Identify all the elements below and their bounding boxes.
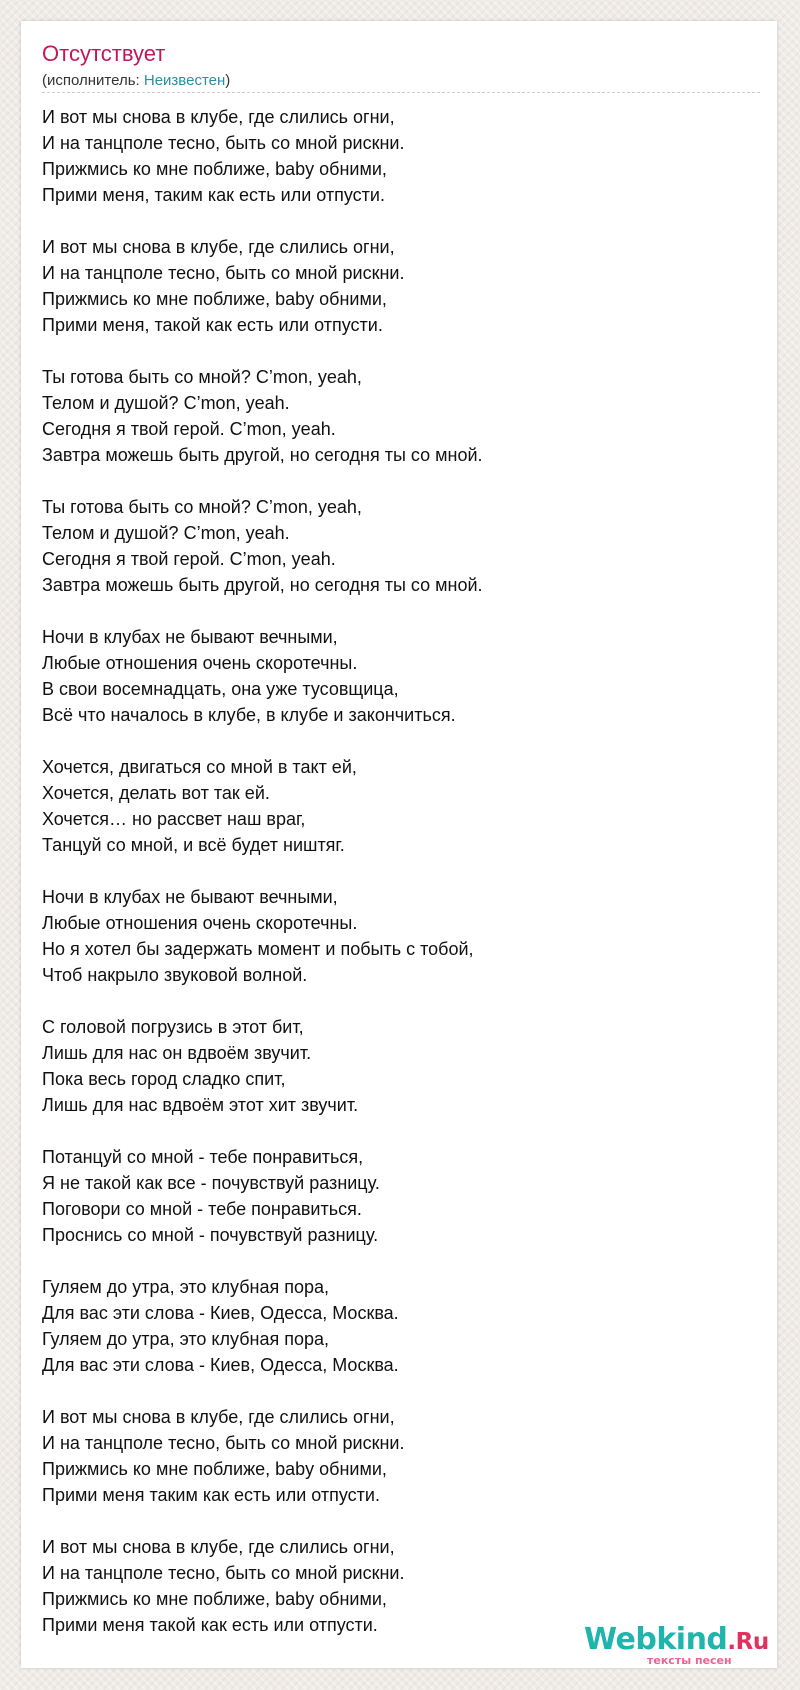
- lyrics-line: Гуляем до утра, это клубная пора,: [42, 1329, 329, 1349]
- lyrics-line: Прими меня такой как есть или отпусти.: [42, 1615, 378, 1635]
- lyrics-stanza: [42, 104, 762, 208]
- lyrics-stanza: [42, 234, 762, 338]
- lyrics-line: Прими меня, такой как есть или отпусти.: [42, 315, 383, 335]
- lyrics-line: Чтоб накрыло звуковой волной.: [42, 965, 308, 985]
- lyrics-line: Потанцуй со мной - тебе понравиться,: [42, 1147, 364, 1167]
- lyrics-line: Ты готова быть со мной? C’mon, yeah,: [42, 497, 362, 517]
- lyrics-line: Танцуй со мной, и всё будет ништяг.: [42, 835, 345, 855]
- lyrics-line: Ты готова быть со мной? C’mon, yeah,: [42, 367, 362, 387]
- lyrics-line: Хочется… но рассвет наш враг,: [42, 809, 306, 829]
- lyrics-line: И вот мы снова в клубе, где слились огни,: [42, 237, 395, 257]
- lyrics-line: Прими меня, таким как есть или отпусти.: [42, 185, 385, 205]
- lyrics-line: И на танцполе тесно, быть со мной рискни.: [42, 1433, 405, 1453]
- lyrics-line: Всё что началось в клубе, в клубе и закончиться.: [42, 705, 456, 725]
- lyrics-line: Поговори со мной - тебе понравиться.: [42, 1199, 362, 1219]
- artist-prefix: (исполнитель:: [42, 72, 144, 89]
- lyrics-line: Любые отношения очень скоротечны.: [42, 653, 358, 673]
- lyrics-stanza: [42, 494, 762, 598]
- artist-suffix: ): [225, 72, 231, 89]
- lyrics-line: Для вас эти слова - Киев, Одесса, Москва.: [42, 1355, 399, 1375]
- lyrics-stanza: [42, 1404, 762, 1508]
- lyrics-text: [42, 104, 762, 1664]
- lyrics-line: Я не такой как все - почувствуй разницу.: [42, 1173, 380, 1193]
- title-divider: [42, 92, 760, 93]
- logo-name: Webkind: [584, 1622, 728, 1657]
- lyrics-line: Для вас эти слова - Киев, Одесса, Москва.: [42, 1303, 399, 1323]
- lyrics-line: Хочется, делать вот так ей.: [42, 783, 270, 803]
- lyrics-stanza: [42, 1274, 762, 1378]
- lyrics-line: Телом и душой? C’mon, yeah.: [42, 393, 290, 413]
- logo-tagline: тексты песен: [647, 1654, 732, 1667]
- lyrics-line: Ночи в клубах не бывают вечными,: [42, 627, 338, 647]
- lyrics-line: Любые отношения очень скоротечны.: [42, 913, 358, 933]
- lyrics-stanza: [42, 624, 762, 728]
- song-title: Отсутствует: [42, 41, 166, 66]
- lyrics-line: Прижмись ко мне поближе, baby обними,: [42, 1589, 387, 1609]
- lyrics-stanza: [42, 884, 762, 988]
- lyrics-line: Но я хотел бы задержать момент и побыть с тобой,: [42, 939, 474, 959]
- lyrics-line: Прими меня таким как есть или отпусти.: [42, 1485, 380, 1505]
- webkind-logo: [584, 1622, 769, 1668]
- lyrics-stanza: [42, 364, 762, 468]
- lyrics-line: И на танцполе тесно, быть со мной рискни.: [42, 263, 405, 283]
- lyrics-stanza: [42, 1014, 762, 1118]
- lyrics-line: И на танцполе тесно, быть со мной рискни.: [42, 1563, 405, 1583]
- lyrics-line: Ночи в клубах не бывают вечными,: [42, 887, 338, 907]
- lyrics-line: Сегодня я твой герой. C’mon, yeah.: [42, 419, 336, 439]
- lyrics-line: Телом и душой? C’mon, yeah.: [42, 523, 290, 543]
- lyrics-stanza: [42, 754, 762, 858]
- lyrics-line: И на танцполе тесно, быть со мной рискни.: [42, 133, 405, 153]
- lyrics-line: С головой погрузись в этот бит,: [42, 1017, 304, 1037]
- lyrics-line: Прижмись ко мне поближе, baby обними,: [42, 289, 387, 309]
- lyrics-line: Сегодня я твой герой. C’mon, yeah.: [42, 549, 336, 569]
- lyrics-line: Лишь для нас вдвоём этот хит звучит.: [42, 1095, 359, 1115]
- lyrics-line: Прижмись ко мне поближе, baby обними,: [42, 159, 387, 179]
- lyrics-line: И вот мы снова в клубе, где слились огни,: [42, 1537, 395, 1557]
- lyrics-line: Пока весь город сладко спит,: [42, 1069, 286, 1089]
- lyrics-line: Проснись со мной - почувствуй разницу.: [42, 1225, 379, 1245]
- logo-tld: .Ru: [727, 1629, 769, 1655]
- lyrics-line: Прижмись ко мне поближе, baby обними,: [42, 1459, 387, 1479]
- lyrics-line: И вот мы снова в клубе, где слились огни,: [42, 1407, 395, 1427]
- artist-link[interactable]: Неизвестен: [143, 72, 226, 89]
- lyrics-card: [21, 21, 777, 1668]
- lyrics-line: И вот мы снова в клубе, где слились огни,: [42, 107, 395, 127]
- artist-line: [42, 72, 230, 90]
- lyrics-line: Завтра можешь быть другой, но сегодня ты со мной.: [42, 575, 483, 595]
- lyrics-line: Гуляем до утра, это клубная пора,: [42, 1277, 329, 1297]
- lyrics-line: Завтра можешь быть другой, но сегодня ты со мной.: [42, 445, 483, 465]
- lyrics-line: Лишь для нас он вдвоём звучит.: [42, 1043, 312, 1063]
- lyrics-line: Хочется, двигаться со мной в такт ей,: [42, 757, 357, 777]
- lyrics-line: В свои восемнадцать, она уже тусовщица,: [42, 679, 399, 699]
- lyrics-stanza: [42, 1144, 762, 1248]
